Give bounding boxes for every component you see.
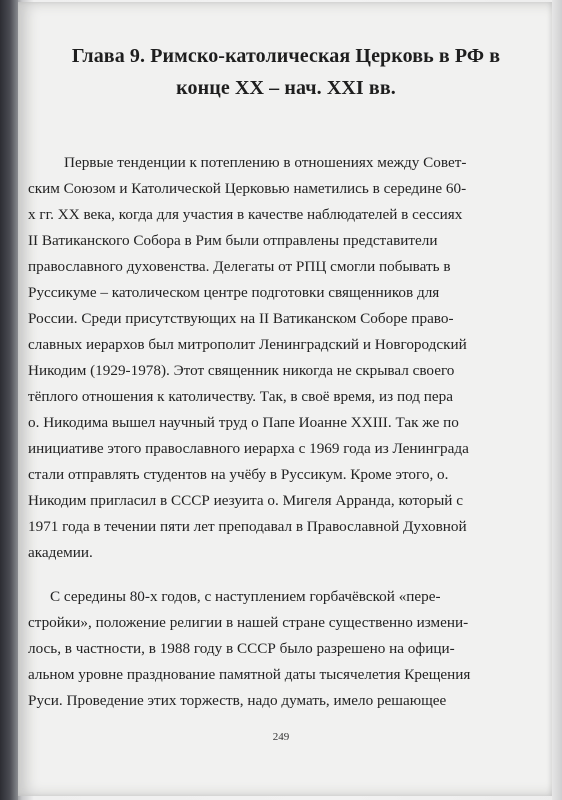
text-line: стройки», положение религии в нашей стране существенно измени- xyxy=(28,614,469,631)
text-line: альном уровне празднование памятной даты тысячелетия Крещения xyxy=(28,666,471,683)
page-number: 249 xyxy=(272,731,290,743)
text-line: стали отправлять студентов на учёбу в Руссикум. Кроме этого, о. xyxy=(28,466,449,483)
text-line: о. Никодима вышел научный труд о Папе Иоанне XXIII. Так же по xyxy=(28,414,459,431)
text-line: инициативе этого православного иерарха с 1969 года из Ленинграда xyxy=(28,440,469,457)
paragraph-1 xyxy=(28,150,514,566)
text-line: ским Союзом и Католической Церковью наметились в середине 60- xyxy=(28,180,467,197)
text-line: х гг. XX века, когда для участия в качестве наблюдателей в сессиях xyxy=(28,206,463,223)
chapter-heading-line-2: конце XX – нач. XXI вв. xyxy=(176,77,396,99)
text-line: тёплого отношения к католичеству. Так, в своё время, из под пера xyxy=(28,388,453,405)
paragraph-2 xyxy=(28,584,514,714)
book-spine-shadow xyxy=(0,0,18,800)
page-right-edge xyxy=(552,0,562,800)
text-line: лось, в частности, в 1988 году в СССР было разрешено на офици- xyxy=(28,640,455,657)
text-line: Никодим пригласил в СССР иезуита о. Мигеля Арранда, который с xyxy=(28,492,463,509)
text-line: России. Среди присутствующих на II Ватиканском Соборе право- xyxy=(28,310,454,327)
text-line: православного духовенства. Делегаты от РПЦ смогли побывать в xyxy=(28,258,451,275)
text-line: Руси. Проведение этих торжеств, надо думать, имело решающее xyxy=(28,692,447,709)
text-line: Руссикуме – католическом центре подготовки священников для xyxy=(28,284,440,301)
text-line: II Ватиканского Собора в Рим были отправлены представители xyxy=(28,232,438,249)
chapter-heading-line-1: Глава 9. Римско-католическая Церковь в РФ в xyxy=(71,45,501,67)
text-line: славных иерархов был митрополит Ленинградский и Новгородский xyxy=(28,336,467,353)
text-line: С середины 80-х годов, с наступлением горбачёвской «пере- xyxy=(50,588,441,605)
paragraph-gap xyxy=(64,566,514,584)
text-line: Никодим (1929-1978). Этот священник никогда не скрывал своего xyxy=(28,362,455,379)
chapter-heading xyxy=(56,40,516,104)
text-line: академии. xyxy=(28,544,93,561)
body-text xyxy=(28,150,514,714)
text-line: 1971 года в течении пяти лет преподавал в Православной Духовной xyxy=(28,518,467,535)
text-line: Первые тенденции к потеплению в отношениях между Совет- xyxy=(64,154,467,171)
